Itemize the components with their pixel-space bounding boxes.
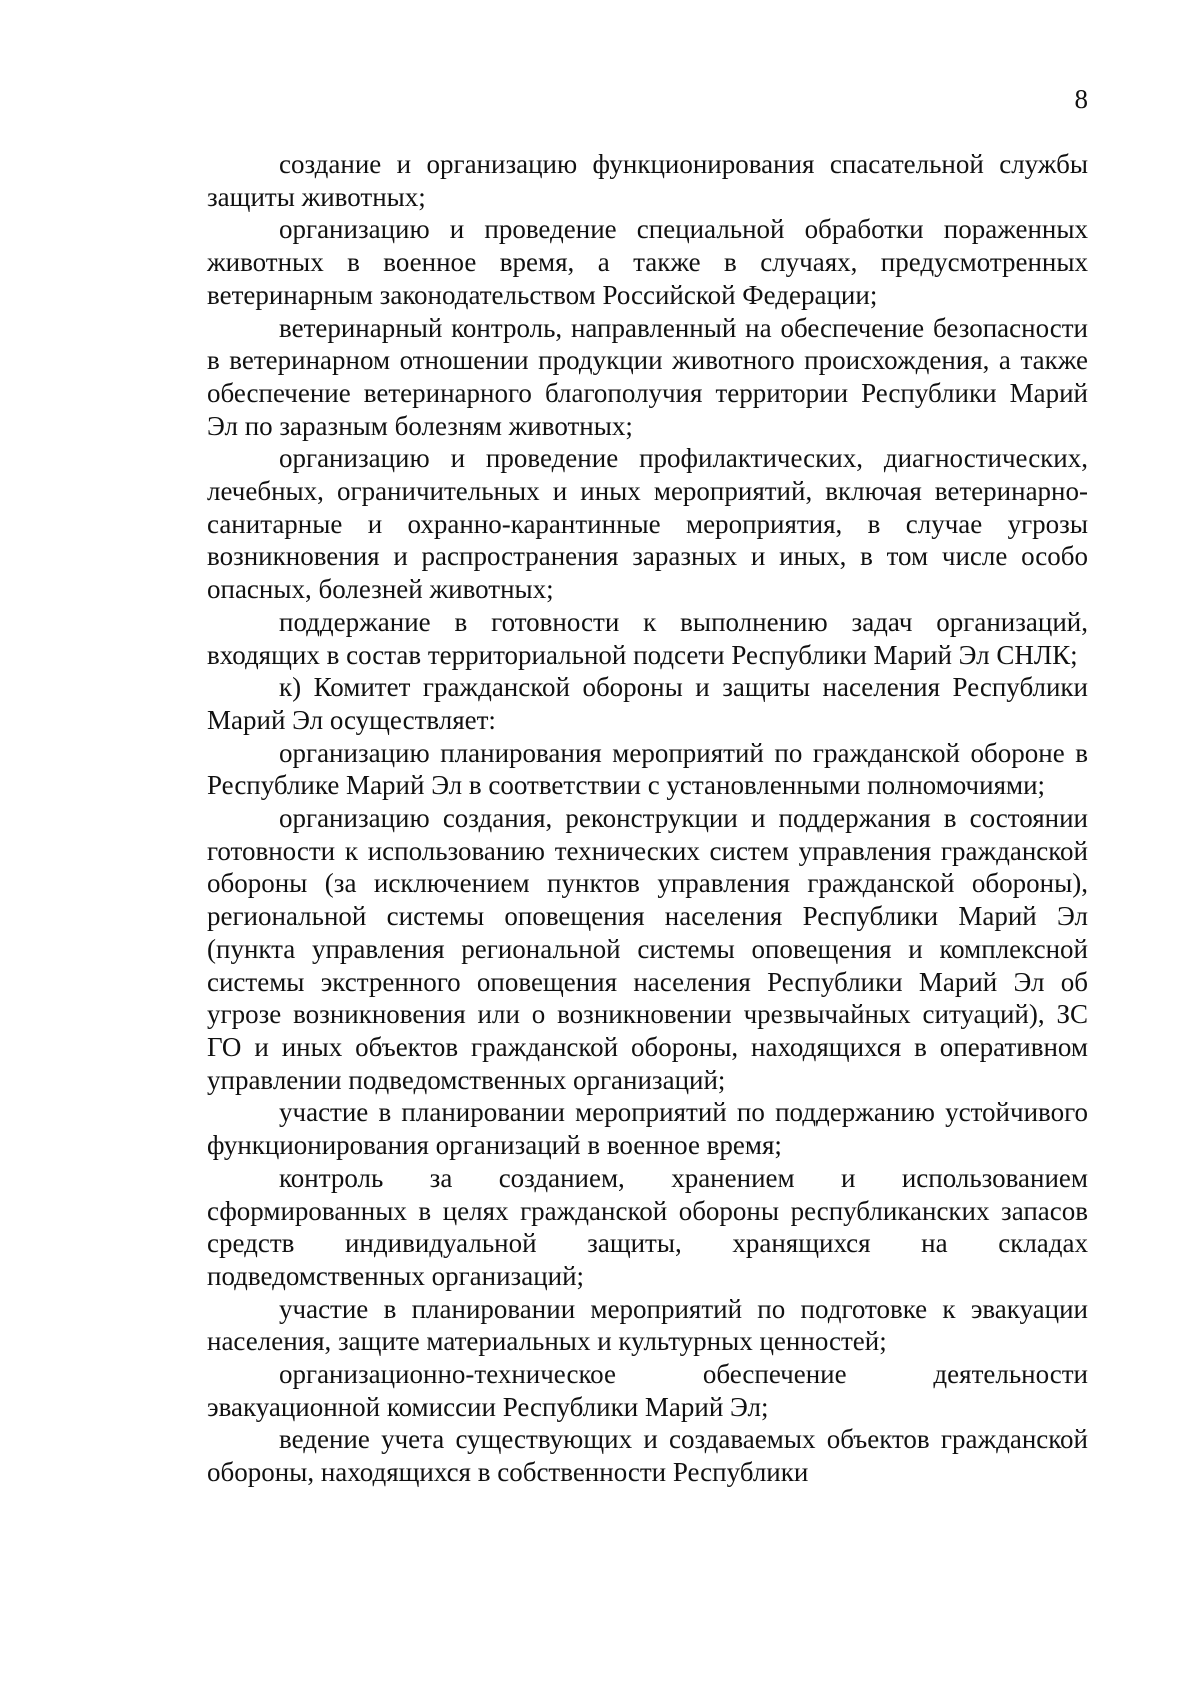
page-number: 8	[1074, 84, 1088, 114]
paragraph: к) Комитет гражданской обороны и защиты населения Республики Марий Эл осуществляет:	[207, 672, 1088, 735]
paragraph: создание и организацию функционирования спасательной службы защиты животных;	[207, 149, 1088, 212]
paragraph: организационно-техническое обеспечение деятельности эвакуационной комиссии Республики Марий Эл;	[207, 1359, 1088, 1422]
paragraph: ветеринарный контроль, направленный на обеспечение безопасности в ветеринарном отношении продукции животного происхождения, а также обеспечение ветеринарного благополучия территории Республики Марий Эл по заразным болезням животных;	[207, 312, 1088, 441]
paragraph: организацию планирования мероприятий по гражданской обороне в Республике Марий Эл в соответствии с установленными полномочиями;	[207, 737, 1088, 801]
paragraph: ведение учета существующих и создаваемых объектов гражданской обороны, находящихся в собственности Республики	[207, 1424, 1088, 1488]
paragraph: контроль за созданием, хранением и использованием сформированных в целях гражданской обороны республиканских запасов средств индивидуальной защиты, хранящихся на складах подведомственных организаций;	[207, 1162, 1088, 1291]
paragraph: организацию и проведение специальной обработки пораженных животных в военное время, а также в случаях, предусмотренных ветеринарным законодательством Российской Федерации;	[207, 214, 1088, 310]
paragraph: участие в планировании мероприятий по поддержанию устойчивого функционирования организаций в военное время;	[207, 1097, 1088, 1161]
document-body	[207, 148, 1088, 1489]
paragraph: поддержание в готовности к выполнению задач организаций, входящих в состав территориальной подсети Республики Марий Эл СНЛК;	[207, 606, 1088, 670]
paragraph: участие в планировании мероприятий по подготовке к эвакуации населения, защите материальных и культурных ценностей;	[207, 1293, 1088, 1357]
paragraph: организацию создания, реконструкции и поддержания в состоянии готовности к использованию технических систем управления гражданской обороны (за исключением пунктов управления гражданской обороны), региональной системы оповещения населения Республики Марий Эл (пункта управления региональной системы оповещения и комплексной системы экстренного оповещения населения Республики Марий Эл об угрозе возникновения или о возникновении чрезвычайных ситуаций), ЗС ГО и иных объектов гражданской обороны, находящихся в оперативном управлении подведомственных организаций;	[207, 803, 1088, 1095]
paragraph: организацию и проведение профилактических, диагностических, лечебных, ограничительных и иных мероприятий, включая ветеринарно-санитарные и охранно-карантинные мероприятия, в случае угрозы возникновения и распространения заразных и иных, в том числе особо опасных, болезней животных;	[207, 443, 1088, 605]
